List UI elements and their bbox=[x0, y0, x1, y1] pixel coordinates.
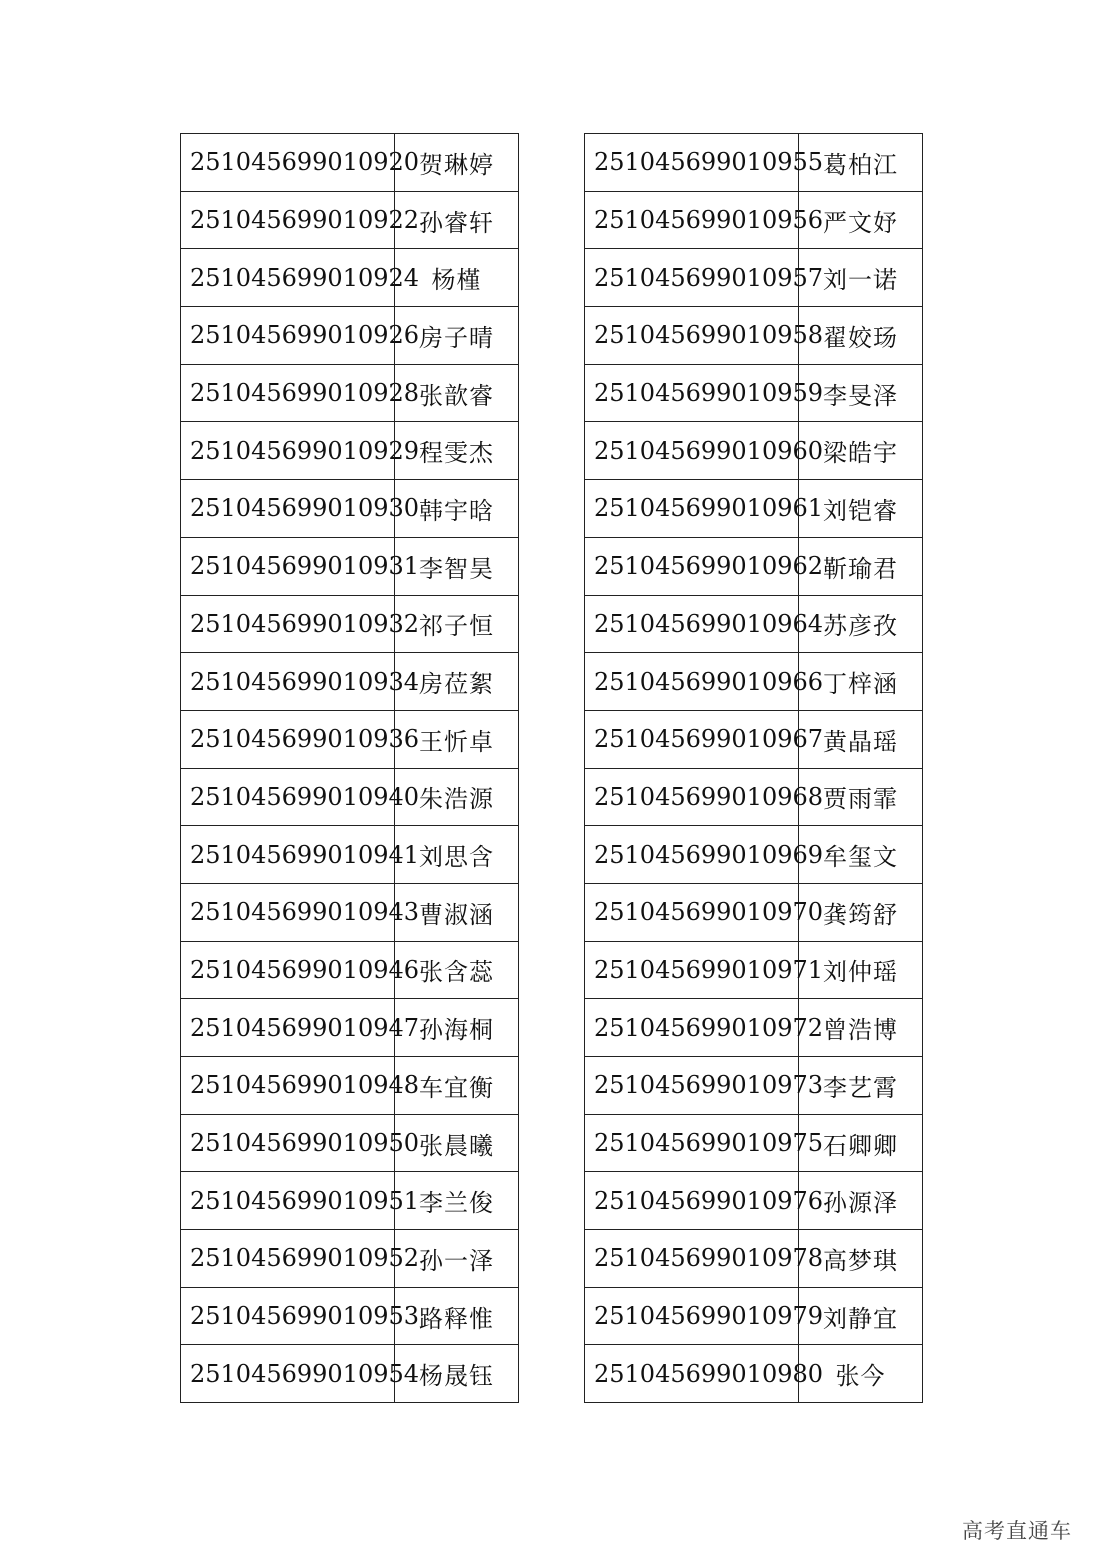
candidate-id-cell: 251045699010946 bbox=[181, 941, 395, 999]
table-row bbox=[181, 191, 519, 249]
candidate-id-cell: 251045699010966 bbox=[585, 653, 799, 711]
candidate-name-cell: 贾雨霏 bbox=[799, 768, 923, 826]
candidate-id-cell: 251045699010958 bbox=[585, 307, 799, 365]
table-row bbox=[585, 134, 923, 192]
table-row bbox=[585, 191, 923, 249]
candidate-id-cell: 251045699010979 bbox=[585, 1287, 799, 1345]
candidate-id-cell: 251045699010951 bbox=[181, 1172, 395, 1230]
candidate-id-cell: 251045699010924 bbox=[181, 249, 395, 307]
candidate-name-cell: 贺琳婷 bbox=[395, 134, 519, 192]
table-row bbox=[585, 1172, 923, 1230]
table-row bbox=[181, 1114, 519, 1172]
candidate-name-cell: 严文妤 bbox=[799, 191, 923, 249]
candidate-id-cell: 251045699010975 bbox=[585, 1114, 799, 1172]
candidate-id-cell: 251045699010932 bbox=[181, 595, 395, 653]
candidate-name-cell: 朱浩源 bbox=[395, 768, 519, 826]
candidate-name-cell: 苏彦孜 bbox=[799, 595, 923, 653]
table-row bbox=[585, 422, 923, 480]
table-row bbox=[181, 307, 519, 365]
candidate-name-cell: 靳瑜君 bbox=[799, 537, 923, 595]
table-row bbox=[585, 826, 923, 884]
right-table-body bbox=[585, 134, 923, 1403]
candidate-name-cell: 祁子恒 bbox=[395, 595, 519, 653]
table-row bbox=[585, 768, 923, 826]
candidate-id-cell: 251045699010969 bbox=[585, 826, 799, 884]
table-row bbox=[181, 595, 519, 653]
candidate-id-cell: 251045699010956 bbox=[585, 191, 799, 249]
candidate-name-cell: 张含蕊 bbox=[395, 941, 519, 999]
candidate-name-cell: 刘铠睿 bbox=[799, 480, 923, 538]
table-row bbox=[585, 307, 923, 365]
candidate-id-cell: 251045699010972 bbox=[585, 999, 799, 1057]
candidate-name-cell: 黄晶瑶 bbox=[799, 710, 923, 768]
table-row bbox=[585, 1114, 923, 1172]
candidate-name-cell: 路释惟 bbox=[395, 1287, 519, 1345]
candidate-name-cell: 孙海桐 bbox=[395, 999, 519, 1057]
candidate-id-cell: 251045699010973 bbox=[585, 1057, 799, 1115]
table-row bbox=[181, 134, 519, 192]
candidate-name-cell: 孙源泽 bbox=[799, 1172, 923, 1230]
table-row bbox=[181, 710, 519, 768]
table-row bbox=[585, 1057, 923, 1115]
table-row bbox=[181, 826, 519, 884]
table-row bbox=[585, 364, 923, 422]
candidate-id-cell: 251045699010931 bbox=[181, 537, 395, 595]
table-row bbox=[181, 480, 519, 538]
table-row bbox=[585, 1345, 923, 1403]
candidate-name-cell: 李智昊 bbox=[395, 537, 519, 595]
candidate-id-cell: 251045699010970 bbox=[585, 883, 799, 941]
candidate-name-cell: 刘思含 bbox=[395, 826, 519, 884]
candidate-id-cell: 251045699010960 bbox=[585, 422, 799, 480]
candidate-id-cell: 251045699010922 bbox=[181, 191, 395, 249]
candidate-id-cell: 251045699010941 bbox=[181, 826, 395, 884]
table-row bbox=[181, 1230, 519, 1288]
candidate-id-cell: 251045699010953 bbox=[181, 1287, 395, 1345]
candidate-id-cell: 251045699010920 bbox=[181, 134, 395, 192]
table-row bbox=[181, 941, 519, 999]
candidate-name-cell: 韩宇晗 bbox=[395, 480, 519, 538]
candidate-id-cell: 251045699010967 bbox=[585, 710, 799, 768]
candidate-name-cell: 程雯杰 bbox=[395, 422, 519, 480]
candidate-id-cell: 251045699010954 bbox=[181, 1345, 395, 1403]
table-row bbox=[585, 537, 923, 595]
candidate-name-cell: 石卿卿 bbox=[799, 1114, 923, 1172]
candidate-name-cell: 孙一泽 bbox=[395, 1230, 519, 1288]
candidate-id-cell: 251045699010968 bbox=[585, 768, 799, 826]
table-row bbox=[585, 1287, 923, 1345]
candidate-name-cell: 刘静宜 bbox=[799, 1287, 923, 1345]
table-row bbox=[181, 768, 519, 826]
table-row bbox=[181, 537, 519, 595]
candidate-name-cell: 李旻泽 bbox=[799, 364, 923, 422]
candidate-name-cell: 梁皓宇 bbox=[799, 422, 923, 480]
table-row bbox=[181, 422, 519, 480]
candidate-name-cell: 李艺霄 bbox=[799, 1057, 923, 1115]
candidate-id-cell: 251045699010929 bbox=[181, 422, 395, 480]
candidate-name-cell: 翟姣玚 bbox=[799, 307, 923, 365]
candidate-id-cell: 251045699010971 bbox=[585, 941, 799, 999]
table-row bbox=[585, 653, 923, 711]
candidate-id-cell: 251045699010926 bbox=[181, 307, 395, 365]
right-name-table bbox=[584, 133, 923, 1403]
table-row bbox=[181, 249, 519, 307]
candidate-id-cell: 251045699010980 bbox=[585, 1345, 799, 1403]
candidate-name-cell: 丁梓涵 bbox=[799, 653, 923, 711]
candidate-id-cell: 251045699010976 bbox=[585, 1172, 799, 1230]
candidate-id-cell: 251045699010943 bbox=[181, 883, 395, 941]
table-row bbox=[585, 710, 923, 768]
table-row bbox=[585, 1230, 923, 1288]
candidate-id-cell: 251045699010940 bbox=[181, 768, 395, 826]
table-row bbox=[585, 480, 923, 538]
candidate-name-cell: 刘一诺 bbox=[799, 249, 923, 307]
candidate-id-cell: 251045699010961 bbox=[585, 480, 799, 538]
table-row bbox=[181, 883, 519, 941]
candidate-id-cell: 251045699010962 bbox=[585, 537, 799, 595]
candidate-name-cell: 李兰俊 bbox=[395, 1172, 519, 1230]
table-row bbox=[585, 941, 923, 999]
left-name-table bbox=[180, 133, 519, 1403]
candidate-id-cell: 251045699010952 bbox=[181, 1230, 395, 1288]
candidate-id-cell: 251045699010928 bbox=[181, 364, 395, 422]
candidate-id-cell: 251045699010947 bbox=[181, 999, 395, 1057]
candidate-id-cell: 251045699010936 bbox=[181, 710, 395, 768]
candidate-id-cell: 251045699010950 bbox=[181, 1114, 395, 1172]
candidate-name-cell: 张歆睿 bbox=[395, 364, 519, 422]
candidate-id-cell: 251045699010930 bbox=[181, 480, 395, 538]
candidate-name-cell: 杨槿 bbox=[395, 249, 519, 307]
table-row bbox=[181, 1287, 519, 1345]
candidate-id-cell: 251045699010934 bbox=[181, 653, 395, 711]
table-row bbox=[585, 883, 923, 941]
table-row bbox=[181, 1172, 519, 1230]
candidate-name-cell: 曹淑涵 bbox=[395, 883, 519, 941]
left-table-body bbox=[181, 134, 519, 1403]
candidate-name-cell: 刘仲瑶 bbox=[799, 941, 923, 999]
table-row bbox=[181, 1057, 519, 1115]
candidate-name-cell: 房子晴 bbox=[395, 307, 519, 365]
candidate-name-cell: 孙睿轩 bbox=[395, 191, 519, 249]
candidate-id-cell: 251045699010955 bbox=[585, 134, 799, 192]
candidate-name-cell: 杨晟钰 bbox=[395, 1345, 519, 1403]
candidate-name-cell: 车宜衡 bbox=[395, 1057, 519, 1115]
candidate-id-cell: 251045699010957 bbox=[585, 249, 799, 307]
candidate-name-cell: 葛柏江 bbox=[799, 134, 923, 192]
table-row bbox=[585, 595, 923, 653]
candidate-name-cell: 曾浩博 bbox=[799, 999, 923, 1057]
table-row bbox=[181, 653, 519, 711]
table-row bbox=[181, 364, 519, 422]
watermark-text: 高考直通车 bbox=[962, 1519, 1072, 1543]
table-row bbox=[181, 1345, 519, 1403]
candidate-id-cell: 251045699010964 bbox=[585, 595, 799, 653]
candidate-name-cell: 龚筠舒 bbox=[799, 883, 923, 941]
candidate-name-cell: 房莅絮 bbox=[395, 653, 519, 711]
candidate-name-cell: 高梦琪 bbox=[799, 1230, 923, 1288]
candidate-id-cell: 251045699010959 bbox=[585, 364, 799, 422]
candidate-id-cell: 251045699010948 bbox=[181, 1057, 395, 1115]
candidate-name-cell: 王忻卓 bbox=[395, 710, 519, 768]
candidate-name-cell: 牟玺文 bbox=[799, 826, 923, 884]
candidate-name-cell: 张今 bbox=[799, 1345, 923, 1403]
candidate-id-cell: 251045699010978 bbox=[585, 1230, 799, 1288]
candidate-name-cell: 张晨曦 bbox=[395, 1114, 519, 1172]
table-row bbox=[181, 999, 519, 1057]
table-row bbox=[585, 249, 923, 307]
table-row bbox=[585, 999, 923, 1057]
